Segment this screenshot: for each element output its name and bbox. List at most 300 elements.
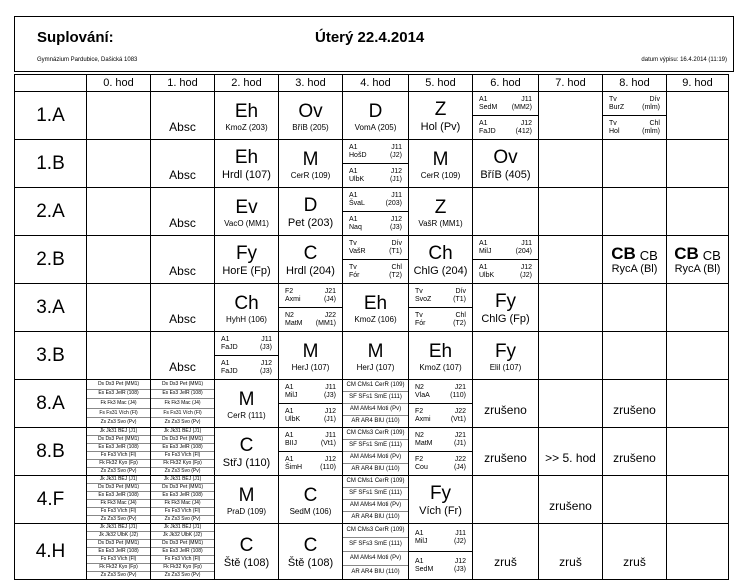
seminar-item: Jk Jk31 BEJ (J1)	[151, 476, 214, 484]
group-room: (Vt1)	[320, 439, 336, 447]
subject-code: M	[302, 148, 319, 170]
group-top	[479, 120, 532, 128]
seminar-item: Fs Fs3 Vích (Fl)	[151, 556, 214, 564]
status-label: zrušeno	[484, 403, 527, 417]
group-bottom	[415, 566, 466, 574]
group-half	[473, 92, 538, 115]
group-subject: F2	[415, 407, 424, 415]
group-room: (J3)	[259, 367, 272, 375]
group-bottom	[479, 272, 532, 280]
lesson-cell	[87, 332, 151, 380]
group-name: Chl	[391, 263, 402, 271]
group-half	[215, 332, 278, 355]
lesson-cell	[279, 236, 343, 284]
group-teacher: BurZ	[609, 103, 625, 111]
combined-lesson	[667, 245, 728, 263]
lesson-cell	[473, 140, 539, 188]
group-subject: Tv	[609, 95, 617, 103]
teacher-room: RycA (Bl)	[611, 263, 658, 275]
group-name: Dív	[455, 287, 466, 295]
group-teacher: SedM	[479, 103, 498, 111]
teacher-room: BříB (405)	[480, 169, 531, 181]
group-subject: A1	[285, 407, 294, 415]
seminar-item: Es Es3 JelR (108)	[151, 492, 214, 500]
seminar-item: Jk Jk31 BEJ (J1)	[151, 524, 214, 532]
lesson-cell	[603, 236, 667, 284]
group-name: J11	[325, 431, 336, 439]
group-top	[221, 360, 272, 368]
seminar-list	[87, 524, 150, 579]
class-label: 1.A	[15, 92, 87, 140]
seminar-list	[87, 380, 150, 427]
lesson-cell	[409, 284, 473, 332]
group-room: (J1)	[389, 175, 402, 183]
seminar-item: Es Es3 JelR (108)	[87, 548, 150, 556]
group-teacher: UlbK	[479, 271, 495, 279]
lesson-cell	[603, 380, 667, 428]
group-teacher: HošD	[349, 151, 367, 159]
lesson-cell	[603, 524, 667, 580]
subject-code: M	[238, 388, 255, 410]
seminar-item: Es Es3 JelR (108)	[151, 390, 214, 400]
group-top	[415, 288, 466, 296]
seminar-item: Fk Fk32 Kyo (Fp)	[151, 564, 214, 572]
group-name: J11	[391, 143, 402, 151]
lesson-cell	[343, 92, 409, 140]
lesson-cell	[603, 92, 667, 140]
group-room: (Vt1)	[450, 415, 466, 423]
group-teacher: MatM	[285, 319, 303, 327]
group-room: (203)	[385, 199, 402, 207]
group-top	[349, 192, 402, 200]
seminar-item: Fk Fk3 Mac (J4)	[151, 500, 214, 508]
lesson-cell	[667, 92, 729, 140]
group-bottom	[349, 224, 402, 232]
group-teacher: MatM	[415, 439, 433, 447]
seminar-item: Jk Jk32 UlbK (J2)	[87, 532, 150, 540]
group-name: J22	[454, 407, 466, 415]
group-room: (J2)	[453, 537, 466, 545]
lesson-cell	[343, 380, 409, 428]
teacher-room: Pet (203)	[287, 217, 334, 229]
header-box	[14, 16, 734, 72]
group-room: (J2)	[389, 151, 402, 159]
column-header: 8. hod	[603, 75, 667, 92]
teacher-room: ChlG (204)	[413, 265, 468, 277]
subject-code: M	[238, 484, 255, 506]
group-subject: F2	[285, 287, 294, 295]
subject-code: Z	[434, 196, 447, 218]
group-half	[343, 140, 408, 163]
class-label: 2.B	[15, 236, 87, 284]
lesson-cell	[279, 92, 343, 140]
seminar-list	[87, 476, 150, 523]
group-bottom	[415, 392, 466, 400]
split-cell	[409, 428, 472, 475]
status-label: zrušeno	[613, 403, 656, 417]
lesson-cell	[87, 284, 151, 332]
table-row	[15, 188, 729, 236]
split-cell	[343, 188, 408, 235]
seminar-item: Zs Zs3 Svo (Pv)	[164, 419, 201, 426]
group-name: J12	[390, 215, 402, 223]
teacher-room: ChlG (Fp)	[481, 313, 530, 325]
group-bottom	[415, 416, 466, 424]
split-cell	[279, 284, 342, 331]
group-teacher: Hol	[609, 127, 620, 135]
group-name: J12	[390, 167, 402, 175]
lesson-cell	[409, 380, 473, 428]
class-label: 3.A	[15, 284, 87, 332]
table-row	[15, 428, 729, 476]
lesson-cell	[87, 140, 151, 188]
teacher-room: HorE (Fp)	[222, 265, 271, 277]
group-subject: F2	[415, 455, 424, 463]
group-top	[349, 240, 402, 248]
subject-code: CB	[674, 244, 699, 263]
subject-code: Ov	[298, 100, 323, 122]
teacher-room: SedM (106)	[289, 506, 332, 516]
teacher-room: VacO (MM1)	[224, 218, 269, 228]
lesson-cell	[215, 92, 279, 140]
subject-code: D	[303, 195, 318, 216]
group-name: J12	[260, 359, 272, 367]
absence-label: Absc	[169, 264, 196, 278]
absence-label: Absc	[169, 216, 196, 230]
lesson-cell	[87, 92, 151, 140]
group-teacher: Naq	[349, 223, 362, 231]
group-name: J11	[261, 335, 272, 343]
group-name: Dív	[649, 95, 660, 103]
group-bottom	[285, 392, 336, 400]
lesson-cell	[667, 428, 729, 476]
seminar-item: Es Es3 JelR (108)	[151, 548, 214, 556]
lesson-cell	[409, 140, 473, 188]
group-subject: A1	[415, 529, 424, 537]
split-cell	[215, 332, 278, 379]
split-cell	[603, 92, 666, 139]
class-label: 1.B	[15, 140, 87, 188]
lesson-cell	[473, 332, 539, 380]
subject-code: Fy	[494, 340, 517, 362]
group-half	[409, 403, 472, 427]
group-half	[473, 236, 538, 259]
class-label: 8.A	[15, 380, 87, 428]
group-room: (T2)	[389, 271, 402, 279]
lesson-cell	[87, 236, 151, 284]
group-room: (J1)	[453, 439, 466, 447]
teacher-room: Vích (Fr)	[419, 505, 462, 517]
teacher-room: Hrdl (107)	[222, 169, 271, 181]
group-half	[279, 403, 342, 427]
absence-label: Absc	[169, 360, 196, 374]
subject-code: Fy	[429, 483, 452, 504]
lesson-cell	[87, 476, 151, 524]
group-teacher: VašR	[349, 247, 366, 255]
group-top	[415, 432, 466, 440]
group-name: J11	[521, 239, 532, 247]
seminar-item: Fs Fs3 Vích (Fl)	[151, 508, 214, 516]
group-name: J21	[324, 287, 336, 295]
seminar-item: CM CMs1 CerR (109)	[343, 476, 408, 488]
lesson-cell	[539, 188, 603, 236]
lesson-cell	[279, 284, 343, 332]
group-top	[415, 456, 466, 464]
group-room: (J2)	[519, 271, 532, 279]
class-label: 4.H	[15, 524, 87, 580]
absence-label: Absc	[169, 120, 196, 134]
seminar-item: Ds Ds3 Pet (MM1)	[87, 380, 150, 390]
school-name: Gymnázium Pardubice, Dašická 1083	[37, 57, 138, 63]
group-subject: A1	[285, 455, 294, 463]
group-subject: Tv	[349, 239, 357, 247]
status-label: zruš	[494, 555, 517, 569]
group-name: J11	[325, 383, 336, 391]
seminar-list	[87, 428, 150, 475]
group-subject: Tv	[609, 119, 617, 127]
group-room: (204)	[515, 247, 532, 255]
group-subject: A1	[349, 143, 358, 151]
group-subject: A1	[479, 119, 488, 127]
lesson-cell	[215, 188, 279, 236]
lesson-cell	[279, 428, 343, 476]
group-half	[279, 428, 342, 451]
group-name: J11	[521, 95, 532, 103]
group-room: (110)	[450, 391, 466, 399]
group-half	[473, 259, 538, 283]
lesson-cell	[539, 284, 603, 332]
teacher-room: CerR (109)	[420, 170, 461, 180]
group-top	[479, 96, 532, 104]
group-teacher: SedM	[415, 565, 434, 573]
group-teacher: ŠimH	[285, 463, 303, 471]
lesson-cell	[473, 524, 539, 580]
seminar-item: CM CMs3 CerR (109)	[343, 428, 408, 440]
lesson-cell	[151, 188, 215, 236]
group-teacher: Axmi	[285, 295, 301, 303]
lesson-cell	[343, 524, 409, 580]
table-row	[15, 140, 729, 188]
lesson-cell	[215, 140, 279, 188]
lesson-cell	[539, 92, 603, 140]
lesson-cell	[667, 284, 729, 332]
seminar-item: Ds Ds3 Pet (MM1)	[87, 484, 150, 492]
teacher-room: VomA (205)	[354, 122, 397, 132]
group-room: (J3)	[453, 565, 466, 573]
lesson-cell	[603, 332, 667, 380]
lesson-cell	[667, 380, 729, 428]
seminar-item: Fk Fk3 Mac (J4)	[87, 500, 150, 508]
seminar-list	[343, 380, 408, 427]
lesson-cell	[215, 380, 279, 428]
seminar-list	[343, 524, 408, 579]
group-room: (J4)	[323, 295, 336, 303]
split-cell	[409, 380, 472, 427]
group-half	[279, 284, 342, 307]
lesson-cell	[409, 92, 473, 140]
seminar-item: AM AMs4 Moti (Pv)	[343, 452, 408, 464]
group-bottom	[415, 538, 466, 546]
group-room: (MM2)	[511, 103, 532, 111]
seminar-list	[151, 476, 214, 523]
lesson-cell	[539, 332, 603, 380]
group-half	[409, 284, 472, 307]
group-room: (MM1)	[315, 319, 336, 327]
teacher-room: Hrdl (204)	[286, 265, 335, 277]
group-name: Chl	[455, 311, 466, 319]
column-header: 6. hod	[473, 75, 539, 92]
teacher-room: HerJ (107)	[356, 362, 395, 372]
group-bottom	[415, 464, 466, 472]
group-room: (110)	[320, 463, 336, 471]
teacher-room: VašR (MM1)	[418, 218, 463, 228]
group-top	[415, 408, 466, 416]
group-top	[349, 216, 402, 224]
subject-code: C	[303, 484, 318, 506]
lesson-cell	[603, 476, 667, 524]
lesson-cell	[343, 188, 409, 236]
lesson-cell	[343, 140, 409, 188]
seminar-item: Ds Ds3 Pet (MM1)	[151, 484, 214, 492]
group-half	[343, 188, 408, 211]
lesson-cell	[409, 524, 473, 580]
subject-code: Fy	[494, 291, 517, 312]
group-teacher: MilJ	[479, 247, 492, 255]
split-cell	[343, 140, 408, 187]
group-subject: N2	[415, 383, 424, 391]
seminar-item: Fk Fk3 Mac (J4)	[151, 399, 214, 409]
lesson-cell	[151, 92, 215, 140]
group-name: J12	[520, 119, 532, 127]
group-bottom	[221, 368, 272, 376]
group-half	[409, 551, 472, 579]
group-top	[415, 384, 466, 392]
lesson-cell	[151, 380, 215, 428]
subject-code: C	[239, 535, 254, 556]
group-teacher: Axmi	[415, 415, 431, 423]
lesson-cell	[603, 140, 667, 188]
seminar-item: Ds Ds3 Pet (MM1)	[87, 436, 150, 444]
seminar-item: AR AR4 BIU (110)	[351, 569, 400, 575]
lesson-cell	[279, 524, 343, 580]
group-subject: A1	[221, 359, 230, 367]
teacher-room: Elil (107)	[489, 362, 522, 372]
group-top	[609, 96, 660, 104]
teacher-room: BříB (205)	[292, 122, 329, 132]
teacher-room: KmoZ (203)	[225, 122, 268, 132]
group-teacher: VlaA	[415, 391, 430, 399]
lesson-cell	[279, 140, 343, 188]
group-half	[279, 451, 342, 475]
group-bottom	[285, 464, 336, 472]
lesson-cell	[473, 92, 539, 140]
print-date: datum výpisu: 16.4.2014 (11:19)	[641, 57, 727, 63]
lesson-cell	[215, 428, 279, 476]
seminar-item: AR AR4 BIU (110)	[351, 514, 400, 520]
seminar-item: Fk Fk32 Kyo (Fp)	[87, 460, 150, 468]
group-room: (J3)	[323, 391, 336, 399]
group-half	[603, 115, 666, 139]
group-bottom	[609, 104, 660, 112]
class-label: 8.B	[15, 428, 87, 476]
lesson-cell	[87, 188, 151, 236]
group-bottom	[349, 152, 402, 160]
seminar-item: AR AR4 BIU (110)	[351, 418, 400, 424]
seminar-item: Es Es3 JelR (108)	[87, 444, 150, 452]
group-top	[415, 558, 466, 566]
substitution-table	[14, 74, 729, 580]
group-subject: A1	[349, 215, 358, 223]
lesson-cell	[343, 476, 409, 524]
teacher-room: PraD (109)	[226, 506, 267, 516]
seminar-item: Fs Fs3 Vích (Fl)	[87, 508, 150, 516]
group-half	[409, 451, 472, 475]
seminar-item: Zs Zs3 Svo (Pv)	[164, 572, 201, 578]
group-half	[279, 307, 342, 331]
seminar-item: CM CMs1 CerR (109)	[343, 380, 408, 392]
seminar-item: Fk Fk32 Kyo (Fp)	[151, 460, 214, 468]
lesson-cell	[473, 284, 539, 332]
seminar-item: Zs Zs3 Svo (Pv)	[164, 468, 201, 474]
seminar-item: Es Es3 JelR (108)	[87, 492, 150, 500]
seminar-list	[151, 380, 214, 427]
column-header: 7. hod	[539, 75, 603, 92]
lesson-cell	[343, 332, 409, 380]
teacher-room: RycA (Bl)	[674, 263, 721, 275]
group-subject: A1	[285, 383, 294, 391]
table-row	[15, 380, 729, 428]
column-header: 5. hod	[409, 75, 473, 92]
group-top	[285, 408, 336, 416]
lesson-cell	[473, 236, 539, 284]
group-teacher: Fór	[415, 319, 426, 327]
seminar-item: Zs Zs3 Svo (Pv)	[100, 572, 137, 578]
table-row	[15, 284, 729, 332]
group-teacher: MilJ	[415, 537, 428, 545]
group-room: (T2)	[453, 319, 466, 327]
seminar-item: Zs Zs3 Svo (Pv)	[164, 516, 201, 522]
seminar-item: SF SFs1 SmE (111)	[343, 488, 408, 500]
lesson-cell	[603, 284, 667, 332]
subject-code: M	[367, 340, 384, 362]
seminar-item: Zs Zs3 Svo (Pv)	[100, 516, 137, 522]
lesson-cell	[151, 332, 215, 380]
lesson-cell	[473, 428, 539, 476]
group-teacher: Cou	[415, 463, 428, 471]
lesson-cell	[667, 332, 729, 380]
table-row	[15, 524, 729, 580]
seminar-item: Jk Jk31 BEJ (J1)	[87, 524, 150, 532]
subject-code: C	[303, 535, 318, 556]
seminar-item: AM AMs4 Moti (Pv)	[343, 500, 408, 512]
lesson-cell	[151, 140, 215, 188]
group-teacher: FaJD	[479, 127, 496, 135]
group-subject: A1	[349, 167, 358, 175]
lesson-cell	[279, 380, 343, 428]
group-subject: A1	[349, 191, 358, 199]
group-top	[285, 288, 336, 296]
subject-code: CB	[639, 248, 658, 263]
seminar-item: Zs Zs3 Svo (Pv)	[100, 419, 137, 426]
seminar-item: Es Es3 JelR (108)	[151, 444, 214, 452]
group-top	[609, 120, 660, 128]
seminar-item: Fk Fk32 Kyo (Fp)	[87, 564, 150, 572]
lesson-cell	[279, 332, 343, 380]
subject-code: Ov	[493, 147, 518, 168]
lesson-cell	[473, 380, 539, 428]
group-teacher: Fór	[349, 271, 360, 279]
seminar-item: AR AR4 BIU (110)	[351, 466, 400, 472]
